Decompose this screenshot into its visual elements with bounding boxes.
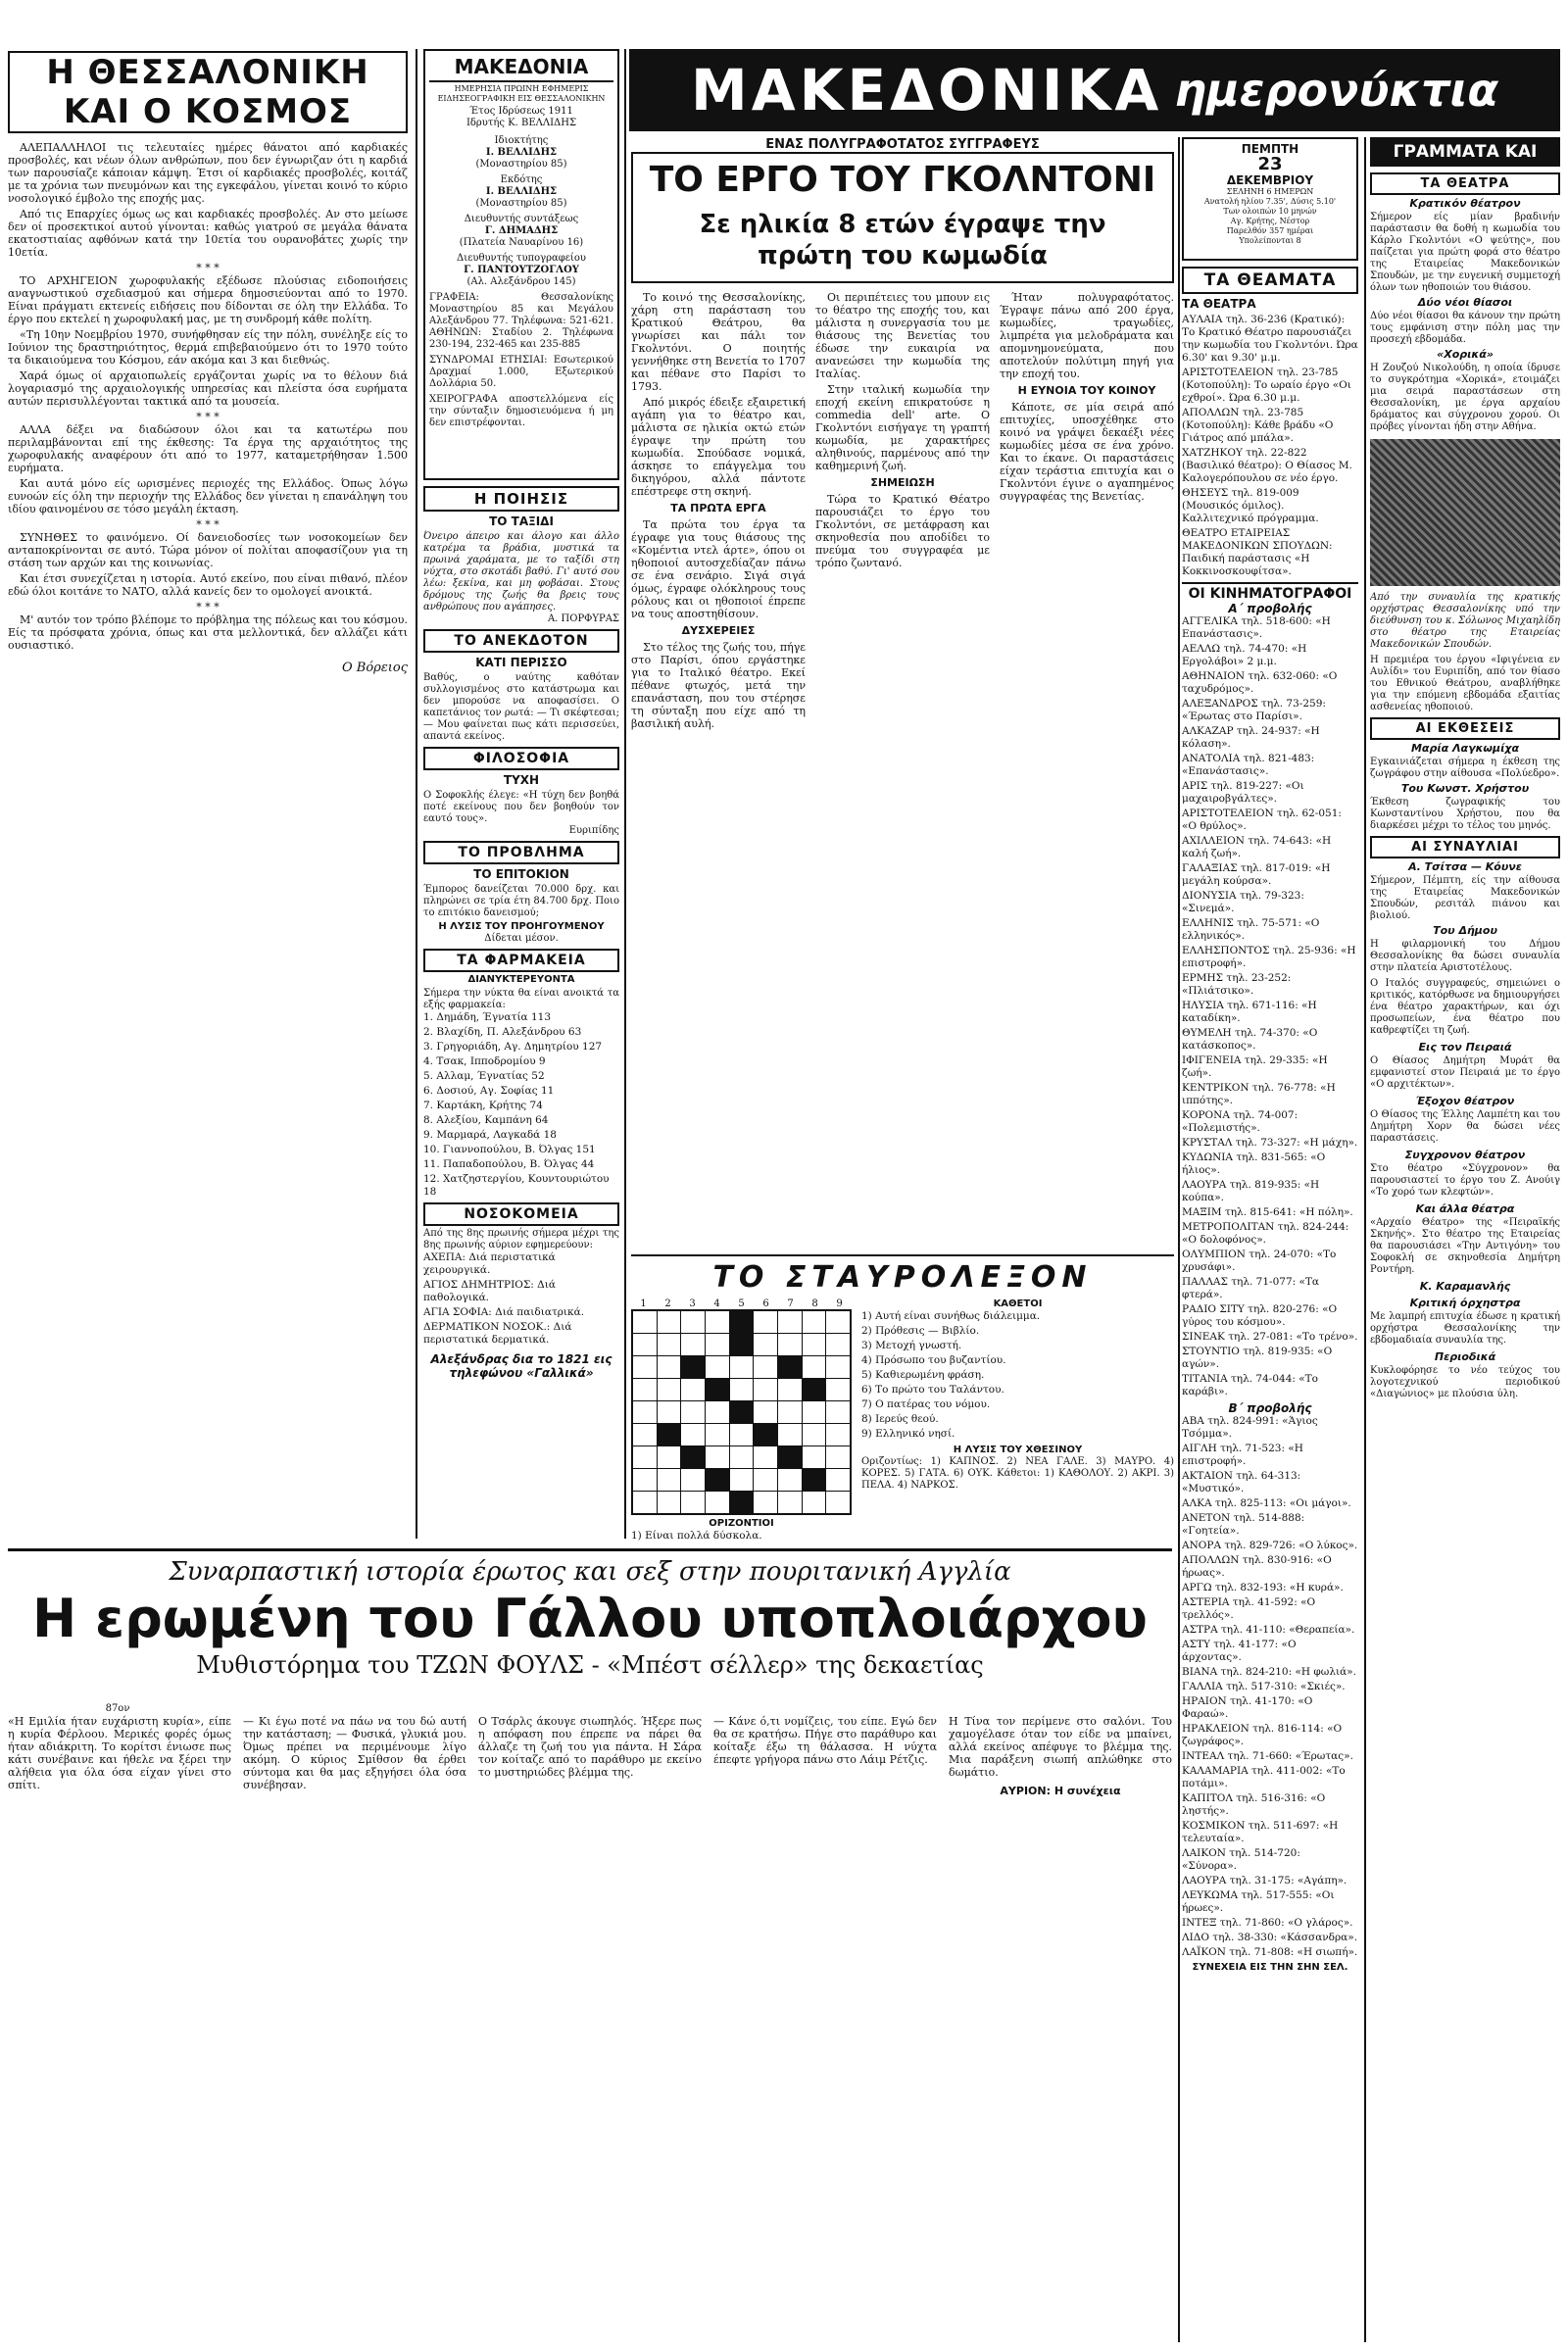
cinema-listing: ΑΝΑΤΟΛΙΑ τηλ. 821-483: «Επανάστασις». [1182, 753, 1315, 777]
concert-photo [1370, 439, 1560, 586]
cinema-listing: ΑΝΕΤΟΝ τηλ. 514-888: «Γοητεία». [1182, 1512, 1305, 1537]
cinema-listing: ΛΑΙΚΟΝ τηλ. 514-720: «Σύνορα». [1182, 1847, 1300, 1872]
cinema-listing: ΛΑΟΥΡΑ τηλ. 819-935: «Η κούπα». [1182, 1179, 1320, 1203]
shows-rule [1178, 137, 1180, 2342]
crossword-cell[interactable] [754, 1334, 777, 1355]
left-column-title-line1: Η ΘΕΣΣΑΛΟΝΙΚΗ [46, 53, 369, 92]
crossword-cell[interactable] [681, 1492, 705, 1513]
pharmacy-item: 1. Δημάδη, Έγνατία 113 [423, 1011, 552, 1023]
crossword-cell [681, 1446, 705, 1468]
crossword-cell[interactable] [658, 1356, 681, 1378]
cinema-listing: ΓΑΛΛΙΑ τηλ. 517-310: «Σκιές». [1182, 1681, 1346, 1692]
crossword-cell[interactable] [706, 1446, 729, 1468]
crossword-cell[interactable] [730, 1356, 754, 1378]
anecdote-heading: ΤΟ ΑΝΕΚΔΟΤΟΝ [423, 629, 619, 653]
crossword-cell[interactable] [706, 1424, 729, 1446]
arts-heading: ΓΡΑΜΜΑΤΑ ΚΑΙ [1370, 137, 1560, 167]
misc-column: Η ΠΟΙΗΣΙΣ ΤΟ ΤΑΞΙΔΙ Όνειρο άπειρο και άλογο και άλλο κατρέμα τα βράδια, μυστικά τα πρωινά χαράματα, με το ταξίδι στη νύχτα, στο σκοτάδι βαθύ. Γι' αυτό σου λέω: ξεκίνα, και μη φοβάσαι. Στους δρόμους της ζωής θα βρεις τους ανθρώπους που αγάπησες. Α. ΠΟΡΦΥΡΑΣ ΤΟ ΑΝΕΚΔΟΤΟΝ ΚΑΤΙ ΠΕΡΙΣΣΟ Βαθύς, ο ναύτης καθόταν συλλογισμένος στο κατάστρωμα και δεν μπορούσε να αποφασίσει. Ο καπετάνιος τον ρωτά: — Τι σκέφτεσαι; — Μου φαίνεται πως κάτι περισσεύει, απαντά εκείνος. ΦΙΛΟΣΟΦΙΑ ΤΥΧΗ Ο Σοφοκλής έλεγε: «Η τύχη δεν βοηθά ποτέ εκείνους που δεν βοηθούν τον εαυτό τους». Ευριπίδης ΤΟ ΠΡΟΒΛΗΜΑ ΤΟ ΕΠΙΤΟΚΙΟΝ Έμπορος δανείζεται 70.000 δρχ. και πληρώνει σε τρία έτη 84.700 δρχ. Ποιο το επιτόκιο δανεισμού; Η ΛΥΣΙΣ ΤΟΥ ΠΡΟΗΓΟΥΜΕΝΟΥ Δίδεται μέσον. ΤΑ ΦΑΡΜΑΚΕΙΑ ΔΙΑΝΥΚΤΕΡΕΥΟΝΤΑ Σήμερα την νύκτα θα είναι ανοικτά τα εξής φαρμακεία: 1. Δημάδη, Έγνατία 113 2. Βλαχίδη, Π. Αλεξάνδρου 63 3. Γρηγοριάδη, Αγ. Δημητρίου 127 4. Τσακ, Ιπποδρομίου 9 5. Αλλαμ, Έγνατίας 52 6. Δοσιού, Αγ. Σοφίας 11 7. Καρτάκη, Κρήτης 74 8. Αλεξίου, Καμπάνη 64 9. Μαρμαρά, Λαγκαδά 18 10. Γιαννοπούλου, Β. Όλγας 151 11. Παπαδοπούλου, Β. Όλγας 44 12. Χατζηστεργίου, Κουντουριώτου 18 ΝΟΣΟΚΟΜΕΙΑ Από της 8ης πρωινής σήμερα μέχρι της 8ης πρωινής αύριον εφημερεύουν: ΑΧΕΠΑ: Διά περιστατικά χειρουργικά. ΑΓΙΟΣ ΔΗΜΗΤΡΙΟΣ: Διά παθολογικά. ΑΓΙΑ ΣΟΦΙΑ: Διά παιδιατρικά. ΔΕΡΜΑΤΙΚΟΝ ΝΟΣΟΚ.: Διά περιστατικά δερματικά. Αλεξάνδρας δια το 1821 εις τηλεφώνου «Γαλλικά» [423, 486, 619, 1544]
banner-title: ΜΑΚΕΔΟΝΙΚΑ [690, 57, 1163, 123]
hospital-item: ΔΕΡΜΑΤΙΚΟΝ ΝΟΣΟΚ.: Διά περιστατικά δερματικά. [423, 1321, 572, 1346]
cinema-listing: ΑΛΚΑ τηλ. 825-113: «Οι μάγοι». [1182, 1497, 1351, 1509]
crossword-cell[interactable] [730, 1469, 754, 1491]
cinema-listing: ΚΥΔΩΝΙΑ τηλ. 831-565: «Ο ήλιος». [1182, 1152, 1326, 1176]
crossword-cell[interactable] [633, 1446, 657, 1468]
left-para: ΑΛΛΑ δέξει να διαδώσουν όλοι και τα κατωτέρω που περιλαμβάνονται επί της έκθεσης: Τα έργα της αρχαιότητος της χωροφυλακής αναφέρουν ότι από το 1977, καταμετρήθησαν 1.500 ευρήματα. [8, 423, 408, 474]
crossword-cell[interactable] [633, 1356, 657, 1378]
cinema-listing: ΛΕΥΚΩΜΑ τηλ. 517-555: «Οι ήρωες». [1182, 1889, 1335, 1914]
theatre-listing: ΑΡΙΣΤΟΤΕΛΕΙΟΝ τηλ. 23-785 (Κοτοπούλη): Το ωραίο έργο «Οι εχθροί». Ώρα 6.30 μ.μ. [1182, 367, 1351, 404]
crossword-cell [681, 1356, 705, 1378]
cinema-listing: ΘΥΜΕΛΗ τηλ. 74-370: «Ο κατάσκοπος». [1182, 1027, 1318, 1052]
cinema-listing: ΣΙΝΕΑΚ τηλ. 27-081: «Το τρένο». [1182, 1331, 1358, 1343]
crossword-clue: 9) Ελληνικό νησί. [861, 1428, 956, 1440]
pharmacy-item: 3. Γρηγοριάδη, Αγ. Δημητρίου 127 [423, 1041, 603, 1053]
crossword-cell[interactable] [778, 1334, 802, 1355]
cinema-listing: ΑΙΓΛΗ τηλ. 71-523: «Η επιστροφή». [1182, 1443, 1303, 1467]
crossword-cell [706, 1469, 729, 1491]
crossword-cell[interactable] [826, 1469, 850, 1491]
cinema-listing: ΕΛΛΗΝΙΣ τηλ. 75-571: «Ο ελληνικός». [1182, 917, 1320, 942]
cinemas-b-list [1182, 1415, 1358, 1959]
crossword-number: 4 [713, 1298, 720, 1309]
masthead-logo: ΜΑΚΕΔΟΝΙΑ [429, 55, 613, 82]
crossword-note: Αλεξάνδρας δια το 1821 εις τηλεφώνου «Γαλλικά» [430, 1352, 612, 1380]
masthead-box: ΜΑΚΕΔΟΝΙΑ ΗΜΕΡΗΣΙΑ ΠΡΩΙΝΗ ΕΦΗΜΕΡΙΣ ΕΙΔΗΣΕΟΓΡΑΦΙΚΗ ΕΙΣ ΘΕΣΣΑΛΟΝΙΚΗΝ Έτος Ιδρύσεως 1911 Ιδρυτής Κ. ΒΕΛΛΙΔΗΣ Ιδιοκτήτης Ι. ΒΕΛΛΙΔΗΣ (Μοναστηρίου 85) Εκδότης Ι. ΒΕΛΛΙΔΗΣ (Μοναστηρίου 85) Διευθυντής συντάξεως Γ. ΔΗΜΑΔΗΣ (Πλατεία Ναυαρίνου 16) Διευθυντής τυπογραφείου Γ. ΠΑΝΤΟΥΤΖΟΓΛΟΥ (Αλ. Αλεξάνδρου 145) ΓΡΑΦΕΙΑ: Θεσσαλονίκης Μοναστηρίου 85 και Μεγάλου Αλεξάνδρου 77. Τηλέφωνα: 521-621. ΑΘΗΝΩΝ: Σταδίου 2. Τηλέφωνα 230-194, 232-465 και 235-885 ΣΥΝΔΡΟΜΑΙ ΕΤΗΣΙΑΙ: Εσωτερικού Δραχμαί 1.000, Εξωτερικού Δολλάρια 50. ΧΕΙΡΟΓΡΑΦΑ αποστελλόμενα είς την σύνταξιν δημοσιευόμενα ή μη δεν επιστρέφονται. [423, 49, 619, 480]
cinema-listing: ΑΒΑ τηλ. 824-991: «Άγιος Τσόμμα». [1182, 1415, 1318, 1440]
hospital-item: ΑΓΙΑ ΣΟΦΙΑ: Διά παιδιατρικά. [423, 1306, 585, 1318]
crossword-cell[interactable] [681, 1379, 705, 1400]
pharmacy-item: 2. Βλαχίδη, Π. Αλεξάνδρου 63 [423, 1026, 582, 1038]
crossword-clue: 1) Είναι πολλά δύσκολα. [631, 1530, 762, 1541]
crossword-cell[interactable] [826, 1379, 850, 1400]
shows-heading: ΤΑ ΘΕΑΜΑΤΑ [1182, 267, 1358, 294]
crossword-cell[interactable] [778, 1401, 802, 1423]
pharmacy-item: 10. Γιαννοπούλου, Β. Όλγας 151 [423, 1144, 596, 1155]
crossword-cell[interactable] [706, 1492, 729, 1513]
cinema-listing: ΗΡΑΚΛΕΙΟΝ τηλ. 816-114: «Ο ζωγράφος». [1182, 1723, 1343, 1747]
cinemas-heading: ΟΙ ΚΙΝΗΜΑΤΟΓΡΑΦΟΙ [1182, 582, 1358, 602]
arts-theatre: ΤΑ ΘΕΑΤΡΑ Κρατικόν θέατρον Σήμερον είς μίαν βραδινήν παράστασιν θα δοθή η κωμωδία του Κάρλο Γκολντόνι «Ο ψεύτης», που παίζεται για πρώτη φορά στο θέατρο της Εταιρείας Μακεδονικών Σπουδών, με την ευγενική συμμετοχή όλων των ηθοποιών του θιάσου. Δύο νέοι θίασοι Δύο νέοι θίασοι θα κάνουν την πρώτη τους εμφάνιση στην πόλη μας την προσεχή εβδομάδα. «Χορικά» Η Ζουζού Νικολούδη, η οποία ίδρυσε το συγκρότημα «Χορικά», ετοιμάζει μια σειρά παραστάσεων στη Θεσσαλονίκη, με έργα αρχαίου δράματος και σύγχρονου χορού. Οι πρόβες γίνονται ήδη στην Αθήνα. Από την συναυλία της κρατικής ορχήστρας Θεσσαλονίκης υπό την διεύθυνση του κ. Σόλωνος Μιχαηλίδη στο θέατρο της Εταιρείας Μακεδονικών Σπουδών. Η πρεμιέρα του έργου «Ιφιγένεια εν Αυλίδι» του Ευριπίδη, από τον θίασο του Εθνικού Θεάτρου, αναβλήθηκε για την επόμενη εβδομάδα εξαιτίας ασθενείας ηθοποιού. ΑΙ ΕΚΘΕΣΕΙΣ Μαρία Λαγκωμίχα Εγκαινιάζεται σήμερα η έκθεση της ζωγράφου στην αίθουσα «Πολύεδρο». Του Κωνστ. Χρήστου Έκθεση ζωγραφικής του Κωνσταντίνου Χρήστου, που θα διαρκέσει μέχρι το τέλος του μηνός. ΑΙ ΣΥΝΑΥΛΙΑΙ Α. Τσίτσα — Κόυνε Σήμερον, Πέμπτη, είς την αίθουσα της Εταιρείας Μακεδονικών Σπουδών, ρεσιτάλ πιάνου και βιολιού. Του Δήμου Η φιλαρμονική του Δήμου Θεσσαλονίκης θα δώσει συναυλία στην πλατεία Αριστοτέλους. Ο Ιταλός συγγραφεύς, σημειώνει ο κριτικός, κατόρθωσε να δημιουργήσει ένα θέατρο χαρακτήρων, και όχι προσωπείων, ένα θέατρο που καθρεφτίζει τη ζωή. Εις τον Πειραιά Ο Θίασος Δημήτρη Μυράτ θα εμφανιστεί στον Πειραιά με το έργο «Ο αρχιτέκτων». Έξοχον θέατρον Ο Θίασος της Έλλης Λαμπέτη και του Δημήτρη Χορν θα δώσει νέες παραστάσεις. Συγχρονον θέατρον Στο θέατρο «Σύγχρονον» θα παρουσιαστεί το έργο του Ζ. Ανούιγ «Το χορό των κλεφτών». Και άλλα θέατρα «Αρχαίο Θέατρο» της «Πειραϊκής Σκηνής». Στο θέατρο της Εταιρείας θα παρουσιάσει «Την Αντιγόνη» του Σοφοκλή σε σκηνοθεσία Δημήτρη Ροντήρη. Κ. Καραμανλής Κριτική όρχηστρα Με λαμπρή επιτυχία έδωσε η κρατική ορχήστρα Θεσσαλονίκης την εβδομαδιαία συναυλία της. Περιοδικά Κυκλοφόρησε το νέο τεύχος του λογοτεχνικού περιοδικού «Διαγώνιος» με πλούσια ύλη. [1370, 172, 1560, 2338]
crossword-cell[interactable] [754, 1311, 777, 1333]
crossword-number: 8 [811, 1298, 818, 1309]
crossword-cell[interactable] [706, 1356, 729, 1378]
crossword-cell[interactable] [633, 1334, 657, 1355]
crossword-number: 3 [689, 1298, 696, 1309]
crossword-cell[interactable] [826, 1356, 850, 1378]
cinema-listing: ΑΣΤΥ τηλ. 41-177: «Ο άρχοντας». [1182, 1639, 1297, 1663]
cinema-listing: ΙΝΤΕΑΛ τηλ. 71-660: «Έρωτας». [1182, 1750, 1353, 1762]
crossword-cell[interactable] [778, 1311, 802, 1333]
arts-rule [1364, 137, 1366, 2342]
crossword-cell[interactable] [633, 1469, 657, 1491]
crossword-cell[interactable] [658, 1379, 681, 1400]
cinema-listing: ΛΙΔΟ τηλ. 38-330: «Κάσσανδρα». [1182, 1932, 1358, 1943]
crossword-cell[interactable] [754, 1356, 777, 1378]
crossword-cell [730, 1311, 754, 1333]
crossword-number: 7 [787, 1298, 794, 1309]
cinema-listing: ΗΡΑΙΟΝ τηλ. 41-170: «Ο Φαραώ». [1182, 1695, 1313, 1720]
left-para: Μ' αυτόν τον τρόπο βλέπομε το πρόβλημα της πόλεως και του κόσμου. Είς τα πρόσφατα χρόνια, όπως και στα μελλοντικά, δεν αλλάζει κάτι ουσιαστικό. [8, 613, 408, 652]
left-para: ΣΥΝΗΘΕΣ το φαινόμενο. Οί δανειοδοσίες των νοσοκομείων δεν ανταποκρίνονται σε αυτό. Τώρα μόνον οί πολίται αποφασίζουν για τη στάση των αρχών και της κοινωνίας. [8, 531, 408, 569]
cinema-listing: ΑΛΕΞΑΝΔΡΟΣ τηλ. 73-259: «Έρωτας στο Παρίσι». [1182, 698, 1326, 722]
crossword-cell[interactable] [706, 1401, 729, 1423]
crossword-cell[interactable] [754, 1446, 777, 1468]
crossword-cell [658, 1424, 681, 1446]
crossword-cell[interactable] [754, 1401, 777, 1423]
pharmacy-item: 7. Καρτάκη, Κρήτης 74 [423, 1100, 543, 1111]
left-column-title-line2: ΚΑΙ Ο ΚΟΣΜΟΣ [63, 92, 353, 131]
crossword-cell [803, 1469, 826, 1491]
crossword-cell[interactable] [803, 1356, 826, 1378]
left-column-rule [416, 49, 417, 1539]
crossword-cell[interactable] [803, 1446, 826, 1468]
crossword-cell[interactable] [803, 1401, 826, 1423]
crossword-cell[interactable] [658, 1469, 681, 1491]
crossword-clue: 7) Ο πατέρας του νόμου. [861, 1398, 991, 1410]
crossword-cell [730, 1401, 754, 1423]
cinema-listing: ΗΛΥΣΙΑ τηλ. 671-116: «Η καταδίκη». [1182, 1000, 1317, 1024]
theatre-listing: ΑΠΟΛΛΩΝ τηλ. 23-785 (Κοτοπούλη): Κάθε βράδυ «Ο Γιάτρος από μπάλα». [1182, 407, 1334, 444]
problem-heading: ΤΟ ΠΡΟΒΛΗΜΑ [423, 841, 619, 864]
serial-body: 87ον «Η Εμιλία ήταν ευχάριστη κυρία», είπε η κυρία Φέρλοου. Μερικές φορές όμως ήταν αδιάκριτη. Το κορίτσι ένιωσε πως κάτι συνέβαινε και ήθελε να ξέρει την αλήθεια για όλα όσα είχαν γίνει στο σπίτι. — Κι έγω ποτέ να πάω να του δώ αυτή την κατάσταση; — Φυσικά, γλυκιά μου. Όμως πρέπει να περιμένουμε λίγο ακόμη. Ο κύριος Σμίθσον θα έρθει σύντομα και θα μας εξηγήσει όλα όσα συνέβησαν. Ο Τσάρλς άκουγε σιωπηλός. Ήξερε πως η απόφαση που έπρεπε να πάρει θα άλλαζε τη ζωή του για πάντα. Η Σάρα τον κοίταζε από το παράθυρο με εκείνο το μυστηριώδες βλέμμα της. — Κάνε ό,τι νομίζεις, του είπε. Εγώ δεν θα σε κρατήσω. Πήγε στο παράθυρο και κοίταξε έξω τη θάλασσα. Η νύχτα έπεφτε γρήγορα πάνω στο Λάιμ Ρέτζις. Η Τίνα τον περίμενε στο σαλόνι. Του χαμογέλασε όταν τον είδε να μπαίνει, αλλά εκείνος απέφυγε το βλέμμα της. Μια παράξενη σιωπή απλώθηκε στο δωμάτιο. ΑΥΡΙΟΝ: Η συνέχεια [8, 1703, 1172, 1797]
cinema-listing: ΑΠΟΛΛΩΝ τηλ. 830-916: «Ο ήρωας». [1182, 1554, 1332, 1579]
crossword-clue: 6) Το πρώτο του Ταλάντου. [861, 1384, 1004, 1396]
crossword-clue: 2) Πρόθεσις — Βιβλίο. [861, 1325, 980, 1337]
crossword-number: 6 [762, 1298, 769, 1309]
cinema-listing: ΚΑΛΑΜΑΡΙΑ τηλ. 411-002: «Το ποτάμι». [1182, 1765, 1346, 1789]
crossword-cell[interactable] [658, 1446, 681, 1468]
crossword-cell[interactable] [803, 1492, 826, 1513]
crossword-cell[interactable] [730, 1446, 754, 1468]
goldoni-title-box [631, 152, 1174, 283]
crossword-cell[interactable] [633, 1311, 657, 1333]
crossword-cell [730, 1492, 754, 1513]
crossword-cell[interactable] [826, 1334, 850, 1355]
crossword-clue: 8) Ιερεύς θεού. [861, 1413, 939, 1425]
cinema-listing: ΕΡΜΗΣ τηλ. 23-252: «Πλιάτσικο». [1182, 972, 1292, 997]
crossword-cell[interactable] [633, 1424, 657, 1446]
cinema-listing: ΟΛΥΜΠΙΟΝ τηλ. 24-070: «Το χρυσάφι». [1182, 1249, 1337, 1273]
cinema-listing: ΣΤΟΥΝΤΙΟ τηλ. 819-935: «Ο αγών». [1182, 1346, 1333, 1370]
crossword-cell[interactable] [658, 1401, 681, 1423]
cinema-listing: ΑΝΟΡΑ τηλ. 829-726: «Ο λύκος». [1182, 1540, 1358, 1551]
cinema-listing: ΙΝΤΕΞ τηλ. 71-860: «Ο γλάρος». [1182, 1917, 1353, 1929]
left-para: Και έτσι συνεχίζεται η ιστορία. Αυτό εκείνο, που είναι πιθανό, πλέον εδώ όλοι κοιτάνε το ΝΑΤΟ, αλλά κανείς δεν το ομολογεί ανοικτά. [8, 572, 408, 598]
philosophy-heading: ΦΙΛΟΣΟΦΙΑ [423, 747, 619, 770]
hospitals-heading: ΝΟΣΟΚΟΜΕΙΑ [423, 1202, 619, 1226]
crossword-cell[interactable] [681, 1311, 705, 1333]
cinema-listing: ΑΚΤΑΙΟΝ τηλ. 64-313: «Μυστικό». [1182, 1470, 1301, 1494]
cinema-listing: ΑΓΓΕΛΙΚΑ τηλ. 518-600: «Η Επανάστασις». [1182, 615, 1331, 640]
shows-column: ΤΑ ΘΕΑΜΑΤΑ ΤΑ ΘΕΑΤΡΑ ΑΥΛΑΙΑ τηλ. 36-236 (Κρατικό): Το Κρατικό Θέατρο παρουσιάζει την κωμωδία του Γκολντόνι. Ώρα 6.30' και 9.30' μ.μ. ΑΡΙΣΤΟΤΕΛΕΙΟΝ τηλ. 23-785 (Κοτοπούλη): Το ωραίο έργο «Οι εχθροί». Ώρα 6.30 μ.μ. ΑΠΟΛΛΩΝ τηλ. 23-785 (Κοτοπούλη): Κάθε βράδυ «Ο Γιάτρος από μπάλα». ΧΑΤΖΗΚΟΥ τηλ. 22-822 (Βασιλικό θέατρο): Ο Θίασος Μ. Καλογερόπουλου σε νέο έργο. ΘΗΣΕΥΣ τηλ. 819-009 (Μουσικός όμιλος). Καλλιτεχνικό πρόγραμμα. ΘΕΑΤΡΟ ΕΤΑΙΡΕΙΑΣ ΜΑΚΕΔΟΝΙΚΩΝ ΣΠΟΥΔΩΝ: Παιδική παράστασις «Η Κοκκινοσκουφίτσα». ΟΙ ΚΙΝΗΜΑΤΟΓΡΑΦΟΙ Α΄ προβολής ΑΓΓΕΛΙΚΑ τηλ. 518-600: «Η Επανάστασις». ΑΕΛΛΩ τηλ. 74-470: «Η Εργολάβοι» 2 μ.μ. ΑΘΗΝΑΙΟΝ τηλ. 632-060: «Ο ταχυδρόμος». ΑΛΕΞΑΝΔΡΟΣ τηλ. 73-259: «Έρωτας στο Παρίσι». ΑΛΚΑΖΑΡ τηλ. 24-937: «Η κόλαση». ΑΝΑΤΟΛΙΑ τηλ. 821-483: «Επανάστασις». ΑΡΙΣ τηλ. 819-227: «Οι μαχαιροβγάλτες». ΑΡΙΣΤΟΤΕΛΕΙΟΝ τηλ. 62-051: «Ο θρύλος». ΑΧΙΛΛΕΙΟΝ τηλ. 74-643: «Η καλή ζωή». ΓΑΛΑΞΙΑΣ τηλ. 817-019: «Η μεγάλη κούρσα». ΔΙΟΝΥΣΙΑ τηλ. 79-323: «Σινεμά». ΕΛΛΗΝΙΣ τηλ. 75-571: «Ο ελληνικός». ΕΛΛΗΣΠΟΝΤΟΣ τηλ. 25-936: «Η επιστροφή». ΕΡΜΗΣ τηλ. 23-252: «Πλιάτσικο». ΗΛΥΣΙΑ τηλ. 671-116: «Η καταδίκη». ΘΥΜΕΛΗ τηλ. 74-370: «Ο κατάσκοπος». ΙΦΙΓΕΝΕΙΑ τηλ. 29-335: «Η ζωή». ΚΕΝΤΡΙΚΟΝ τηλ. 76-778: «Η ιππότης». ΚΟΡΟΝΑ τηλ. 74-007: «Πολεμιστής». ΚΡΥΣΤΑΛ τηλ. 73-327: «Η μάχη». ΚΥΔΩΝΙΑ τηλ. 831-565: «Ο ήλιος». ΛΑΟΥΡΑ τηλ. 819-935: «Η κούπα». ΜΑΞΙΜ τηλ. 815-641: «Η πόλη». ΜΕΤΡΟΠΟΛΙΤΑΝ τηλ. 824-244: «Ο δολοφόνος». ΟΛΥΜΠΙΟΝ τηλ. 24-070: «Το χρυσάφι». ΠΑΛΛΑΣ τηλ. 71-077: «Τα φτερά». ΡΑΔΙΟ ΣΙΤΥ τηλ. 820-276: «Ο γύρος του κόσμου». ΣΙΝΕΑΚ τηλ. 27-081: «Το τρένο». ΣΤΟΥΝΤΙΟ τηλ. 819-935: «Ο αγών». ΤΙΤΑΝΙΑ τηλ. 74-044: «Το καράβι». Β΄ προβολής ΑΒΑ τηλ. 824-991: «Άγιος Τσόμμα». ΑΙΓΛΗ τηλ. 71-523: «Η επιστροφή». ΑΚΤΑΙΟΝ τηλ. 64-313: «Μυστικό». ΑΛΚΑ τηλ. 825-113: «Οι μάγοι». ΑΝΕΤΟΝ τηλ. 514-888: «Γοητεία». ΑΝΟΡΑ τηλ. 829-726: «Ο λύκος». ΑΠΟΛΛΩΝ τηλ. 830-916: «Ο ήρωας». ΑΡΓΩ τηλ. 832-193: «Η κυρά». ΑΣΤΕΡΙΑ τηλ. 41-592: «Ο τρελλός». ΑΣΤΡΑ τηλ. 41-110: «Θεραπεία». ΑΣΤΥ τηλ. 41-177: «Ο άρχοντας». ΒΙΑΝΑ τηλ. 824-210: «Η φωλιά». ΓΑΛΛΙΑ τηλ. 517-310: «Σκιές». ΗΡΑΙΟΝ τηλ. 41-170: «Ο Φαραώ». ΗΡΑΚΛΕΙΟΝ τηλ. 816-114: «Ο ζωγράφος». ΙΝΤΕΑΛ τηλ. 71-660: «Έρωτας». ΚΑΛΑΜΑΡΙΑ τηλ. 411-002: «Το ποτάμι». ΚΑΠΙΤΟΛ τηλ. 516-316: «Ο ληστής». ΚΟΣΜΙΚΟΝ τηλ. 511-697: «Η τελευταία». ΛΑΙΚΟΝ τηλ. 514-720: «Σύνορα». ΛΑΟΥΡΑ τηλ. 31-175: «Αγάπη». ΛΕΥΚΩΜΑ τηλ. 517-555: «Οι ήρωες». ΙΝΤΕΞ τηλ. 71-860: «Ο γλάρος». ΛΙΔΟ τηλ. 38-330: «Κάσσανδρα». ΛΑΪΚΟΝ τηλ. 71-808: «Η σιωπή». ΣΥΝΕΧΕΙΑ ΕΙΣ ΤΗΝ ΣΗΝ ΣΕΛ. [1182, 267, 1358, 2344]
left-para: «Τη 10ην Νοεμβρίου 1970, συνήφθησαν είς την πόλη, συνέληξε είς το Ιούνιον της δραστηριότητος, θερμά επιβεβαιούμενο ότι το 1970 τούτο τα δικαιούμενα του Κόσμου, εάν ακόμα και 3 και διεθνώς. [8, 328, 408, 367]
crossword-down-list [861, 1310, 1174, 1441]
pharmacy-item: 12. Χατζηστεργίου, Κουντουριώτου 18 [423, 1173, 610, 1198]
theatre-listing: ΧΑΤΖΗΚΟΥ τηλ. 22-822 (Βασιλικό θέατρο): Ο Θίασος Μ. Καλογερόπουλου σε νέο έργο. [1182, 447, 1352, 484]
goldoni-article: ΕΝΑΣ ΠΟΛΥΓΡΑΦΟΤΑΤΟΣ ΣΥΓΓΡΑΦΕΥΣ ΤΟ ΕΡΓΟ ΤΟΥ ΓΚΟΛΝΤΟΝΙ Σε ηλικία 8 ετών έγραψε την πρώτη του κωμωδία Το κοινό της Θεσσαλονίκης, χάρη στη παράσταση του Κρατικού Θεάτρου, θα γνωρίσει και πάλι τον Γκολντόνι. Ο ποιητής γεννήθηκε στη Βενετία το 1707 και πέθανε στο Παρίσι το 1793. Από μικρός έδειξε εξαιρετική αγάπη για το θέατρο και, μάλιστα σε ηλικία οκτώ ετών έγραψε την πρώτη του κωμωδία. Σπούδασε νομικά, άσκησε το επάγγελμα του δικηγόρου, αλλά πάντοτε επέστρεφε στη σκηνή. ΤΑ ΠΡΩΤΑ ΕΡΓΑ Τα πρώτα του έργα τα έγραφε για τους θιάσους της «Κομέντια ντελ άρτε», όπου οι ηθοποιοί αυτοσχεδίαζαν πάνω σε ένα σενάριο. Σιγά σιγά όμως, έγραφε ολόκληρους τους ρόλους και οι ηθοποιοί έπρεπε να τους αποστηθίσουν. ΔΥΣΧΕΡΕΙΕΣ Στο τέλος της ζωής του, πήγε στο Παρίσι, όπου εργάστηκε για το Ιταλικό θέατρο. Εκεί πέθανε φτωχός, μετά την επανάσταση, που του στέρησε τη σύνταξη που είχε από τη βασιλική αυλή. Οι περιπέτειες του μπουν εις το θέατρο της εποχής του, και μάλιστα η συνεργασία του με θιάσους της Βενετίας του έδωσε την ευκαιρία να ανανεώσει την κωμωδία της Ιταλίας. Στην ιταλική κωμωδία την εποχή εκείνη επικρατούσε η commedia dell' arte. Ο Γκολντόνι εισήγαγε τη γραπτή κωμωδία, με χαρακτήρες αληθινούς, παρμένους από την καθημερινή ζωή. ΣΗΜΕΙΩΣΗ Τώρα το Κρατικό Θέατρο παρουσιάζει το έργο του Γκολντόνι, σε μετάφραση και σκηνοθεσία που αποδίδει το πνεύμα του συγγραφέα με τρόπο ζωντανό. Ήταν πολυγραφότατος. Έγραψε πάνω από 200 έργα, κωμωδίες, τραγωδίες, λιμπρέτα για μελοδράματα και απομνημονεύματα, που αποτελούν πολύτιμη πηγή για την εποχή του. Η ΕΥΝΟΙΑ ΤΟΥ ΚΟΙΝΟΥ Κάποτε, σε μία σειρά από επιτυχίες, υποσχέθηκε στο κοινό να γράψει δεκαέξι νέες κωμωδίες μέσα σε ένα χρόνο. Και το έκανε. Οι παραστάσεις είχαν τεράστια επιτυχία και ο Γκολντόνι έγινε ο αγαπημένος συγγραφέας της Βενετίας. [631, 137, 1174, 730]
crossword-grid[interactable] [631, 1309, 852, 1515]
cinema-listing: ΚΡΥΣΤΑΛ τηλ. 73-327: «Η μάχη». [1182, 1137, 1358, 1149]
pharmacy-item: 11. Παπαδοπούλου, Β. Όλγας 44 [423, 1158, 595, 1170]
cinema-listing: ΑΘΗΝΑΙΟΝ τηλ. 632-060: «Ο ταχυδρόμος». [1182, 670, 1338, 695]
cinema-listing: ΑΡΓΩ τηλ. 832-193: «Η κυρά». [1182, 1582, 1344, 1593]
cinema-listing: ΛΑΟΥΡΑ τηλ. 31-175: «Αγάπη». [1182, 1875, 1348, 1886]
cinema-listing: ΑΣΤΕΡΙΑ τηλ. 41-592: «Ο τρελλός». [1182, 1596, 1316, 1621]
crossword-cell[interactable] [633, 1492, 657, 1513]
crossword-cell[interactable] [754, 1492, 777, 1513]
misc-column-rule [624, 49, 626, 1539]
crossword-cell[interactable] [730, 1379, 754, 1400]
cinema-listing: ΙΦΙΓΕΝΕΙΑ τηλ. 29-335: «Η ζωή». [1182, 1054, 1328, 1079]
hospital-item: ΑΓΙΟΣ ΔΗΜΗΤΡΙΟΣ: Διά παθολογικά. [423, 1279, 556, 1303]
goldoni-title: ΤΟ ΕΡΓΟ ΤΟΥ ΓΚΟΛΝΤΟΝΙ [649, 160, 1156, 200]
crossword-number: 9 [836, 1298, 843, 1309]
crossword-number: 5 [738, 1298, 745, 1309]
crossword-heading: ΤΟ ΣΤΑΥΡΟΛΕΞΟΝ [712, 1260, 1093, 1295]
crossword-clue: 5) Καθιερωμένη φράση. [861, 1369, 985, 1381]
crossword-cell[interactable] [681, 1469, 705, 1491]
left-column-body: ΑΛΕΠΑΛΛΗΛΟΙ τις τελευταίες ημέρες θάνατοι από καρδιακές προσβολές, και νέων όλων ανθρώπων, που δεν έγνωριζαν ότι η καρδιά των παρουσίαζε κάποιαν κάμψη. Έτσι οί καρδιακές προσβολές, κοιτάζ με τα χρόνια των πνευμόνων και της εγκεφάλου, γίνεται κοινό το κύριο νοσολογικό έμβολο της εποχής μας. Από τις Επαρχίες όμως ως και καρδιακές προσβολές. Αν στο μείωσε δεν οί προσεκτικοί αυτού γίνονται: καθώς γιατρού σε μεγάλα θάνατα εκατοστιαίας αφθόνων κατά την 10ετία του ουρανοβάτες χωρίς την 10ετία. * * * ΤΟ ΑΡΧΗΓΕΙΟΝ χωροφυλακής εξέδωσε πλούσιας ειδοποιήσεις αναγνωστικού σχεδιασμού και σήμερα δημοσιεύονται από το 1970. Είναι πράγματι εκτενείς ειδήσεις που δίδονται σε όλη την Ελλάδα. Το έργο που εκτελεί η χωροφυλακή μας, με τη συνδρομή κάθε πολίτη. «Τη 10ην Νοεμβρίου 1970, συνήφθησαν είς την πόλη, συνέληξε είς το Ιούνιον της δραστηριότητος, θερμά επιβεβαιούμενο ότι το 1970 τούτο τα δικαιούμενα του Κόσμου, εάν ακόμα και 3 και διεθνώς. Χαρά όμως οί αρχαιοπωλείς εργάζονται χωρίς να το θέλουν διά λογαριασμό της αρχαιολογικής υπηρεσίας και πλείστα όσα ευρήματα αυτών περισυλλέγονται τακτικά από τα μουσεία. * * * ΑΛΛΑ δέξει να διαδώσουν όλοι και τα κατωτέρω που περιλαμβάνονται επί της έκθεσης: Τα έργα της αρχαιότητος της χωροφυλακής αναφέρουν ότι από το 1977, καταμετρήθησαν 1.500 ευρήματα. Και αυτά μόνο είς ωρισμένες περιοχές της Ελλάδος. Όπως λόγω ευνοών είς όλη την περιοχήν της Ελλάδος δεν γίνεται η επανάληψη του ιδίου φαινομένου σε τόσο μεγάλη έκταση. * * * ΣΥΝΗΘΕΣ το φαινόμενο. Οί δανειοδοσίες των νοσοκομείων δεν ανταποκρίνονται σε αυτό. Τώρα μόνον οί πολίται αποφασίζουν για τη στάση των αρχών και της κοινωνίας. Και έτσι συνεχίζεται η ιστορία. Αυτό εκείνο, που είναι πιθανό, πλέον εδώ όλοι κοιτάνε το ΝΑΤΟ, αλλά κανείς δεν το ομολογεί ανοικτά. * * * Μ' αυτόν τον τρόπο βλέπομε το πρόβλημα της πόλεως και του κόσμου. Είς τα πρόσφατα χρόνια, όπως και στα μελλοντικά, δεν αλλάζει κάτι ουσιαστικό. Ο Βόρειος [8, 141, 408, 675]
hospital-item: ΑΧΕΠΑ: Διά περιστατικά χειρουργικά. [423, 1251, 556, 1276]
crossword-cell [754, 1424, 777, 1446]
cinemas-a-list [1182, 615, 1358, 1398]
cinema-listing: ΛΑΪΚΟΝ τηλ. 71-808: «Η σιωπή». [1182, 1946, 1358, 1958]
left-para: Και αυτά μόνο είς ωρισμένες περιοχές της Ελλάδος. Όπως λόγω ευνοών είς όλη την περιοχήν της Ελλάδος δεν γίνεται η επανάληψη του ιδίου φαινομένου σε τόσο μεγάλη έκταση. [8, 477, 408, 515]
pharmacy-item: 4. Τσακ, Ιπποδρομίου 9 [423, 1055, 546, 1067]
date-box: ΠΕΜΠΤΗ 23 ΔΕΚΕΜΒΡΙΟΥ ΣΕΛΗΝΗ 6 ΗΜΕΡΩΝ Ανατολή ηλίου 7.35', Δύσις 5.10' Των ολοιπών 10 μηνών Αγ. Κρήτης, Νέστορ Παρελθόν 357 ημέραι Υπολείπονται 8 [1182, 137, 1358, 261]
goldoni-subtitle: Σε ηλικία 8 ετών έγραψε την πρώτη του κωμωδία [699, 210, 1106, 270]
crossword-cell[interactable] [706, 1334, 729, 1355]
cinema-listing: ΜΑΞΙΜ τηλ. 815-641: «Η πόλη». [1182, 1206, 1353, 1218]
banner [629, 49, 1560, 131]
cinema-listing: ΑΡΙΣΤΟΤΕΛΕΙΟΝ τηλ. 62-051: «Ο θρύλος». [1182, 808, 1342, 832]
crossword-cell[interactable] [754, 1379, 777, 1400]
cinema-listing: ΕΛΛΗΣΠΟΝΤΟΣ τηλ. 25-936: «Η επιστροφή». [1182, 945, 1356, 969]
crossword-cell[interactable] [803, 1311, 826, 1333]
serial-header: Συναρπαστική ιστορία έρωτος και σεξ στην πουριτανική Αγγλία Η ερωμένη του Γάλλου υποπλοιάρχου Μυθιστόρημα του ΤΖΩΝ ΦΟΥΛΣ - «Μπέστ σέλλερ» της δεκαετίας [8, 1548, 1172, 1698]
cinema-listing: ΡΑΔΙΟ ΣΙΤΥ τηλ. 820-276: «Ο γύρος του κόσμου». [1182, 1303, 1338, 1328]
cinema-listing: ΚΟΡΟΝΑ τηλ. 74-007: «Πολεμιστής». [1182, 1109, 1298, 1134]
crossword-cell[interactable] [658, 1311, 681, 1333]
crossword-cell[interactable] [706, 1311, 729, 1333]
crossword-cell [778, 1446, 802, 1468]
cinema-listing: ΓΑΛΑΞΙΑΣ τηλ. 817-019: «Η μεγάλη κούρσα». [1182, 862, 1331, 887]
banner-subtitle: ημερονύκτια [1174, 64, 1499, 117]
crossword-cell[interactable] [826, 1401, 850, 1423]
crossword-cell[interactable] [778, 1379, 802, 1400]
crossword-clue: 1) Αυτή είναι συνήθως διάλειμμα. [861, 1310, 1041, 1322]
crossword-cell[interactable] [681, 1334, 705, 1355]
left-para: ΤΟ ΑΡΧΗΓΕΙΟΝ χωροφυλακής εξέδωσε πλούσιας ειδοποιήσεις αναγνωστικού σχεδιασμού και σήμερα δημοσιεύονται από το 1970. Είναι πράγματι εκτενείς ειδήσεις που δίδονται σε όλη την Ελλάδα. Το έργο που εκτελεί η χωροφυλακή μας, με τη συνδρομή κάθε πολίτη. [8, 274, 408, 325]
theatre-listing: ΘΗΣΕΥΣ τηλ. 819-009 (Μουσικός όμιλος). Καλλιτεχνικό πρόγραμμα. [1182, 487, 1319, 524]
cinema-listing: ΔΙΟΝΥΣΙΑ τηλ. 79-323: «Σινεμά». [1182, 890, 1304, 914]
crossword-clue: 4) Πρόσωπο του βυζαντίου. [861, 1354, 1006, 1366]
crossword-cell [803, 1379, 826, 1400]
crossword-across-list [631, 1530, 852, 1541]
crossword-cell[interactable] [778, 1424, 802, 1446]
left-para: ΑΛΕΠΑΛΛΗΛΟΙ τις τελευταίες ημέρες θάνατοι από καρδιακές προσβολές, και νέων όλων ανθρώπων, που δεν έγνωριζαν ότι η καρδιά των παρουσίαζε κάποιαν κάμψη. Έτσι οί καρδιακές προσβολές, κοιτάζ με τα χρόνια των πνευμόνων και της εγκεφάλου, γίνεται κοινό το κύριο νοσολογικό έμβολο της εποχής μας. [8, 141, 408, 205]
cinema-listing: ΑΧΙΛΛΕΙΟΝ τηλ. 74-643: «Η καλή ζωή». [1182, 835, 1332, 859]
crossword-cell[interactable] [826, 1492, 850, 1513]
crossword-numbers [631, 1298, 852, 1309]
crossword-cell[interactable] [633, 1379, 657, 1400]
pharmacies-heading: ΤΑ ΦΑΡΜΑΚΕΙΑ [423, 949, 619, 972]
pharmacy-item: 5. Αλλαμ, Έγνατίας 52 [423, 1070, 545, 1082]
shows-list [1182, 314, 1358, 578]
crossword-cell[interactable] [658, 1334, 681, 1355]
theatre-listing: ΘΕΑΤΡΟ ΕΤΑΙΡΕΙΑΣ ΜΑΚΕΔΟΝΙΚΩΝ ΣΠΟΥΔΩΝ: Παιδική παράστασις «Η Κοκκινοσκουφίτσα». [1182, 527, 1333, 577]
crossword-clue: 3) Μετοχή γνωστή. [861, 1340, 962, 1351]
crossword-cell[interactable] [778, 1469, 802, 1491]
cinema-listing: ΚΟΣΜΙΚΟΝ τηλ. 511-697: «Η τελευταία». [1182, 1820, 1339, 1844]
cinema-listing: ΑΡΙΣ τηλ. 819-227: «Οι μαχαιροβγάλτες». [1182, 780, 1304, 805]
hospitals-list [423, 1251, 619, 1347]
crossword-cell[interactable] [633, 1401, 657, 1423]
left-column-title-box [8, 51, 408, 133]
crossword-cell[interactable] [754, 1469, 777, 1491]
crossword-cell[interactable] [826, 1311, 850, 1333]
cinema-listing: ΤΙΤΑΝΙΑ τηλ. 74-044: «Το καράβι». [1182, 1373, 1318, 1397]
crossword-cell[interactable] [681, 1401, 705, 1423]
cinema-listing: ΑΛΚΑΖΑΡ τηλ. 24-937: «Η κόλαση». [1182, 725, 1320, 750]
crossword-cell [778, 1356, 802, 1378]
crossword-cell [730, 1334, 754, 1355]
cinema-listing: ΚΑΠΙΤΟΛ τηλ. 516-316: «Ο ληστής». [1182, 1792, 1326, 1817]
crossword-cell[interactable] [826, 1424, 850, 1446]
cinema-listing: ΜΕΤΡΟΠΟΛΙΤΑΝ τηλ. 824-244: «Ο δολοφόνος». [1182, 1221, 1349, 1246]
poetry-heading: Η ΠΟΙΗΣΙΣ [423, 486, 619, 512]
left-para: Από τις Επαρχίες όμως ως και καρδιακές προσβολές. Αν στο μείωσε δεν οί προσεκτικοί αυτού γίνονται: καθώς γιατρού σε μεγάλα θάνατα εκατοστιαίας αφθόνων κατά την 10ετία του ουρανοβάτες χωρίς την 10ετία. [8, 208, 408, 259]
cinema-listing: ΑΕΛΛΩ τηλ. 74-470: «Η Εργολάβοι» 2 μ.μ. [1182, 643, 1307, 667]
pharmacies-list [423, 1011, 619, 1199]
theatre-listing: ΑΥΛΑΙΑ τηλ. 36-236 (Κρατικό): Το Κρατικό Θέατρο παρουσιάζει την κωμωδία του Γκολντόνι. Ώρα 6.30' και 9.30' μ.μ. [1182, 314, 1358, 364]
pharmacy-item: 9. Μαρμαρά, Λαγκαδά 18 [423, 1129, 557, 1141]
crossword-number: 2 [664, 1298, 671, 1309]
crossword: ΤΟ ΣΤΑΥΡΟΛΕΞΟΝ 1 2 3 4 5 6 7 8 9 ΟΡΙΖΟΝΤΙΟΙ 1) Είναι πολλά δύσκολα. ΚΑΘΕΤΟΙ 1) Αυτή είναι συνήθως διάλειμμα. 2) Πρόθεσις — Βιβλίο. 3) Μετοχή γνωστή. 4) Πρόσωπο του βυζαντίου. 5) Καθιερωμένη φράση. 6) Το πρώτο του Ταλάντου. 7) Ο πατέρας του νόμου. 8) Ιερεύς θεού. 9) Ελληνικό νησί. Η ΛΥΣΙΣ ΤΟΥ ΧΘΕΣΙΝΟΥ Οριζοντίως: 1) ΚΑΠΝΟΣ. 2) ΝΕΑ ΓΑΛΕ. 3) ΜΑΥΡΟ. 4) ΚΟΡΕΣ. 5) ΓΑΤΑ. 6) ΟΥΚ. Κάθετοι: 1) ΚΑΘΟΛΟΥ. 2) ΑΚΡΙ. 3) ΠΕΛΑ. 4) ΝΑΡΚΟΣ. [631, 1254, 1174, 1541]
serial-title: Η ερωμένη του Γάλλου υποπλοιάρχου [32, 1588, 1148, 1649]
cinema-listing: ΚΕΝΤΡΙΚΟΝ τηλ. 76-778: «Η ιππότης». [1182, 1082, 1336, 1106]
crossword-cell[interactable] [681, 1424, 705, 1446]
crossword-cell[interactable] [803, 1424, 826, 1446]
crossword-number: 1 [640, 1298, 647, 1309]
crossword-cell [706, 1379, 729, 1400]
left-para: Χαρά όμως οί αρχαιοπωλείς εργάζονται χωρίς να το θέλουν διά λογαριασμό της αρχαιολογικής υπηρεσίας και πλείστα όσα ευρήματα αυτών περισυλλέγονται τακτικά από τα μουσεία. [8, 369, 408, 408]
left-signature: Ο Βόρειος [342, 661, 408, 675]
crossword-cell[interactable] [803, 1334, 826, 1355]
crossword-cell[interactable] [826, 1446, 850, 1468]
cinema-listing: ΒΙΑΝΑ τηλ. 824-210: «Η φωλιά». [1182, 1666, 1356, 1678]
cinema-listing: ΑΣΤΡΑ τηλ. 41-110: «Θεραπεία». [1182, 1624, 1355, 1636]
cinema-listing: ΠΑΛΛΑΣ τηλ. 71-077: «Τα φτερά». [1182, 1276, 1320, 1300]
crossword-cell[interactable] [730, 1424, 754, 1446]
pharmacy-item: 6. Δοσιού, Αγ. Σοφίας 11 [423, 1085, 555, 1097]
pharmacy-item: 8. Αλεξίου, Καμπάνη 64 [423, 1114, 549, 1126]
crossword-cell[interactable] [658, 1492, 681, 1513]
crossword-cell[interactable] [778, 1492, 802, 1513]
